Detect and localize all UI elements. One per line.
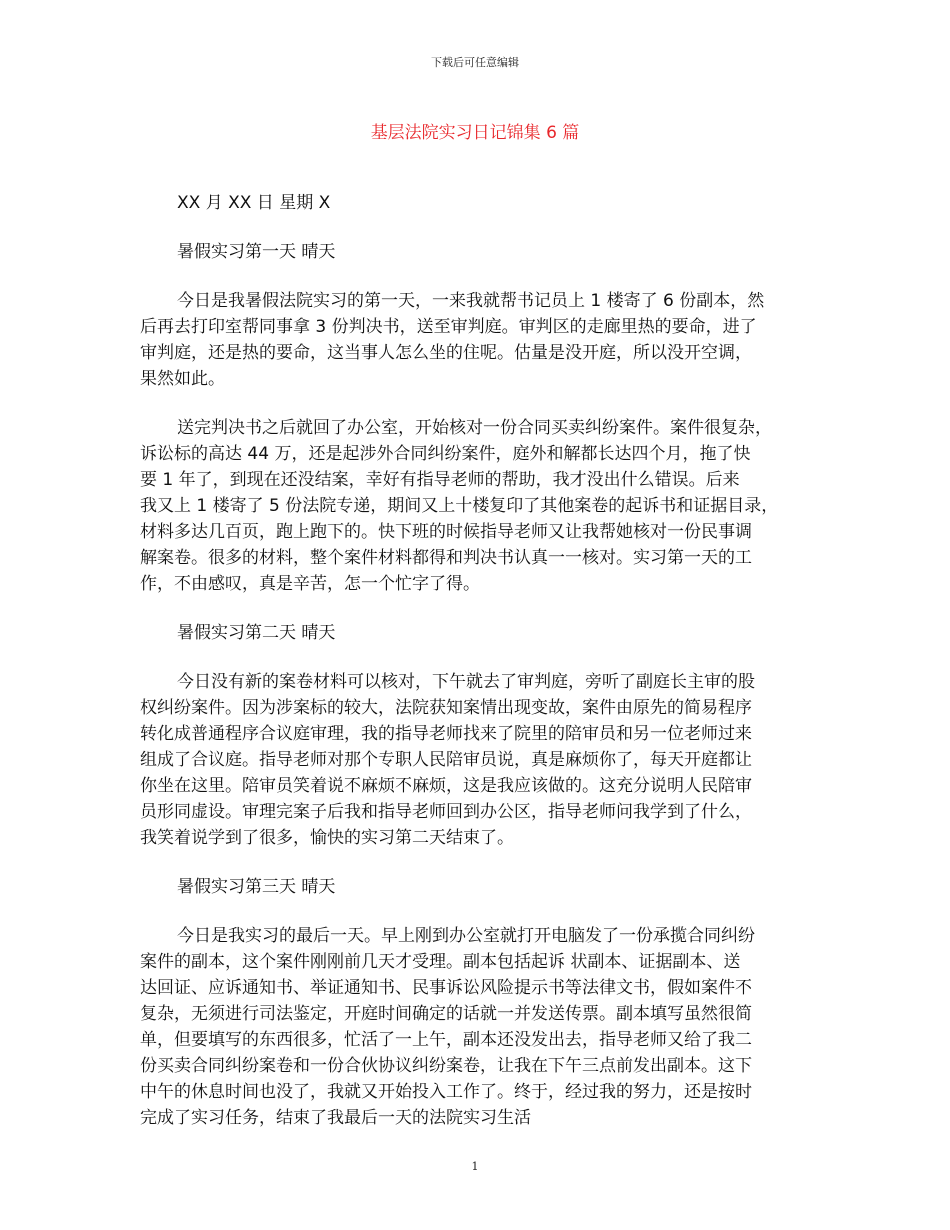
page-header: 下载后可任意编辑 <box>431 56 519 69</box>
paragraph-line: 单，但要填写的东西很多，忙活了一上午，副本还没发出去，指导老师又给了我二 <box>140 1030 752 1050</box>
paragraph-line: 我笑着说学到了很多，愉快的实习第二天结束了。 <box>140 828 514 848</box>
paragraph-line: 作，不由感叹，真是辛苦，怎一个忙字了得。 <box>140 574 480 594</box>
paragraph-line: 中午的休息时间也没了，我就又开始投入工作了。终于，经过我的努力，还是按时 <box>140 1082 752 1102</box>
paragraph-line: 案件的副本，这个案件刚刚前几天才受理。副本包括起诉 状副本、证据副本、送 <box>140 952 741 972</box>
paragraph-line: 权纠纷案件。因为涉案标的较大，法院获知案情出现变故，案件由原先的简易程序 <box>140 698 752 718</box>
paragraph-line: 送完判决书之后就回了办公室，开始核对一份合同买卖纠纷案件。案件很复杂， <box>177 418 772 438</box>
paragraph-line: 诉讼标的高达 44 万，还是起涉外合同纠纷案件，庭外和解都长达四个月，拖了快 <box>140 444 751 464</box>
paragraph-line: 员形同虚设。审理完案子后我和指导老师回到办公区，指导老师问我学到了什么， <box>140 802 752 822</box>
paragraph-line: 今日是我暑假法院实习的第一天，一来我就帮书记员上 1 楼寄了 6 份副本，然 <box>177 291 765 311</box>
paragraph-line: 审判庭，还是热的要命，这当事人怎么坐的住呢。估量是没开庭，所以没开空调， <box>140 343 752 363</box>
paragraph-line: 复杂，无须进行司法鉴定，开庭时间确定的话就一并发送传票。副本填写虽然很简 <box>140 1004 752 1024</box>
paragraph-line: 后再去打印室帮同事拿 3 份判决书，送至审判庭。审判区的走廊里热的要命，进了 <box>140 317 757 337</box>
day2-heading: 暑假实习第二天 晴天 <box>177 623 336 643</box>
paragraph-line: 果然如此。 <box>140 369 225 389</box>
day1-paragraph-1 <box>140 288 820 392</box>
document-title: 基层法院实习日记锦集 6 篇 <box>370 123 580 143</box>
day2-paragraph-1 <box>140 669 820 851</box>
date-line: XX 月 XX 日 星期 X <box>177 193 331 213</box>
day1-heading: 暑假实习第一天 晴天 <box>177 242 336 262</box>
day3-heading: 暑假实习第三天 晴天 <box>177 877 336 897</box>
page-number: 1 <box>471 1160 479 1173</box>
day3-paragraph-1 <box>140 923 820 1131</box>
paragraph-line: 解案卷。很多的材料，整个案件材料都得和判决书认真一一核对。实习第一天的工 <box>140 548 752 568</box>
paragraph-line: 完成了实习任务，结束了我最后一天的法院实习生活 <box>140 1108 531 1128</box>
paragraph-line: 今日是我实习的最后一天。早上刚到办公室就打开电脑发了一份承揽合同纠纷 <box>177 926 755 946</box>
day1-paragraph-2 <box>140 415 820 597</box>
paragraph-line: 要 1 年了，到现在还没结案，幸好有指导老师的帮助，我才没出什么错误。后来 <box>140 470 740 490</box>
paragraph-line: 转化成普通程序合议庭审理，我的指导老师找来了院里的陪审员和另一位老师过来 <box>140 724 752 744</box>
paragraph-line: 达回证、应诉通知书、举证通知书、民事诉讼风险提示书等法律文书，假如案件不 <box>140 978 752 998</box>
paragraph-line: 组成了合议庭。指导老师对那个专职人民陪审员说，真是麻烦你了，每天开庭都让 <box>140 750 752 770</box>
paragraph-line: 我又上 1 楼寄了 5 份法院专递，期间又上十楼复印了其他案卷的起诉书和证据目录， <box>140 496 779 516</box>
paragraph-line: 今日没有新的案卷材料可以核对，下午就去了审判庭，旁听了副庭长主审的股 <box>177 672 755 692</box>
paragraph-line: 份买卖合同纠纷案卷和一份合伙协议纠纷案卷，让我在下午三点前发出副本。这下 <box>140 1056 752 1076</box>
paragraph-line: 你坐在这里。陪审员笑着说不麻烦不麻烦，这是我应该做的。这充分说明人民陪审 <box>140 776 752 796</box>
paragraph-line: 材料多达几百页，跑上跑下的。快下班的时候指导老师又让我帮她核对一份民事调 <box>140 522 752 542</box>
document-body <box>140 190 820 1131</box>
